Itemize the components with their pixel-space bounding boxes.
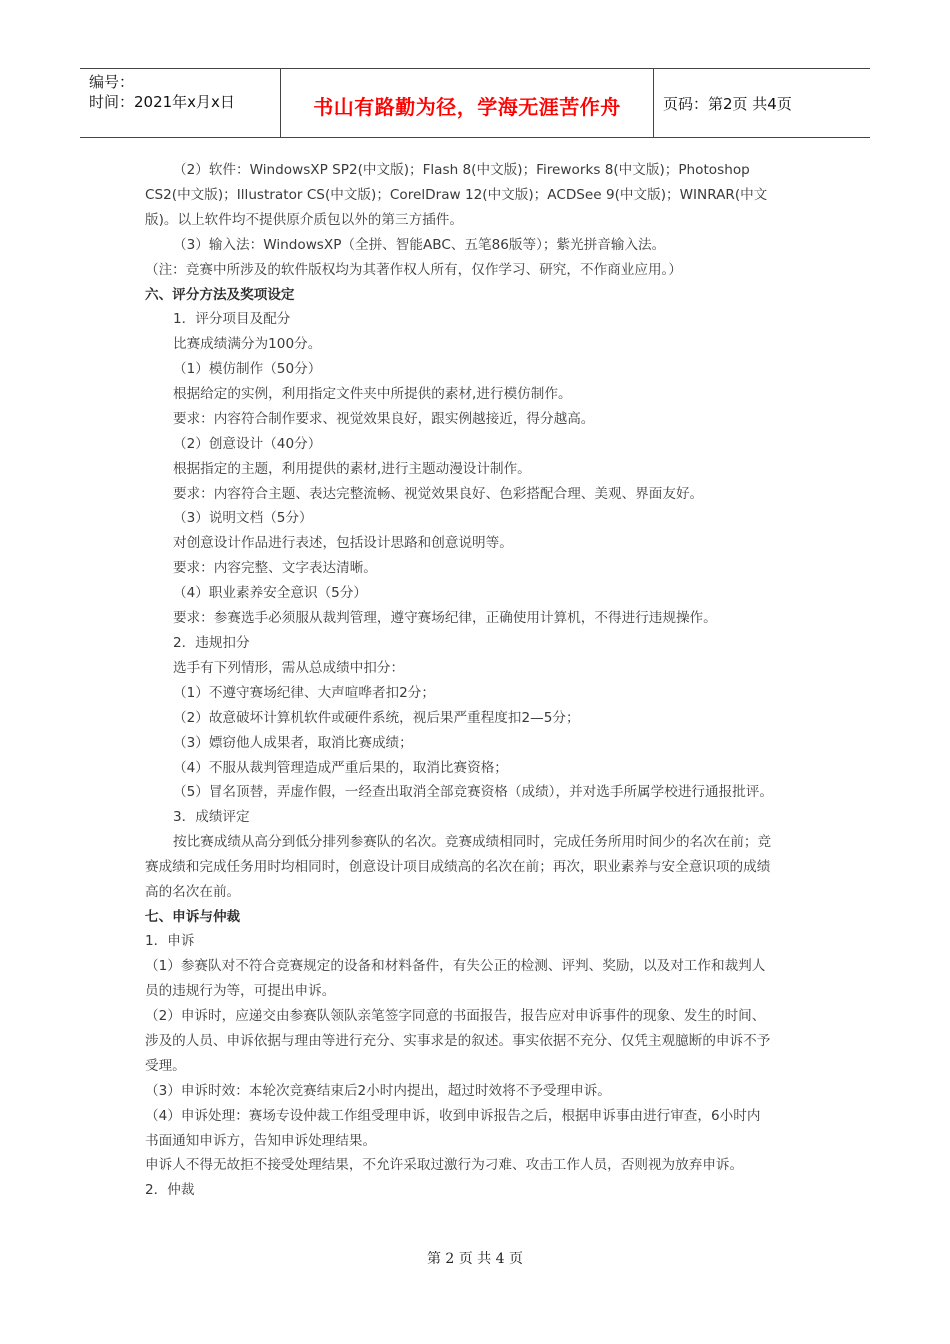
header-meta-cell	[80, 69, 280, 137]
text-line: 对创意设计作品进行表述，包括设计思路和创意说明等。	[173, 535, 513, 551]
text-line: 受理。	[145, 1058, 186, 1074]
text-line: 员的违规行为等，可提出申诉。	[145, 983, 336, 999]
text-line: 申诉人不得无故拒不接受处理结果，不允许采取过激行为刁难、攻击工作人员，否则视为放弃申诉。	[145, 1157, 744, 1173]
subsection-heading: 2．仲裁	[145, 1182, 195, 1198]
text-line: 按比赛成绩从高分到低分排列参赛队的名次。竞赛成绩相同时，完成任务所用时间少的名次在前；竞	[173, 834, 772, 850]
text-line: （1）参赛队对不符合竞赛规定的设备和材料备件，有失公正的检测、评判、奖励，以及对工作和裁判人	[145, 958, 766, 974]
subsection-heading: 1．申诉	[145, 933, 195, 949]
document-number-label: 编号：	[89, 73, 135, 91]
text-line: 选手有下列情形，需从总成绩中扣分：	[173, 660, 405, 676]
text-line: 根据给定的实例，利用指定文件夹中所提供的素材,进行模仿制作。	[173, 386, 572, 402]
section-heading: 七、申诉与仲裁	[145, 909, 241, 925]
subsection-heading: 1．评分项目及配分	[173, 311, 291, 327]
text-line: （2）创意设计（40分）	[173, 436, 322, 452]
header-page-info: 页码：第2页 共4页	[663, 95, 792, 113]
text-line: 版)。以上软件均不提供原介质包以外的第三方插件。	[145, 212, 463, 228]
text-line: （3）说明文档（5分）	[173, 510, 313, 526]
text-line: （2）软件：WindowsXP SP2(中文版)；Flash 8(中文版)；Fireworks 8(中文版)；Photoshop	[173, 162, 750, 178]
header-motto: 书山有路勤为径，学海无涯苦作舟	[313, 95, 621, 119]
text-line: 赛成绩和完成任务用时均相同时，创意设计项目成绩高的名次在前；再次，职业素养与安全意识项的成绩	[145, 859, 771, 875]
text-line: 高的名次在前。	[145, 884, 241, 900]
text-line: （4）职业素养安全意识（5分）	[173, 585, 368, 601]
text-line: （3）申诉时效：本轮次竞赛结束后2小时内提出，超过时效将不予受理申诉。	[145, 1083, 611, 1099]
text-line: CS2(中文版)；Illustrator CS(中文版)；CorelDraw 12(中文版)；ACDSee 9(中文版)；WINRAR(中文	[145, 187, 768, 203]
text-line-note: （注：竞赛中所涉及的软件版权均为其著作权人所有，仅作学习、研究，不作商业应用。）	[145, 262, 682, 278]
document-date-label: 时间：2021年x月x日	[89, 93, 235, 111]
text-line: 要求：内容完整、文字表达清晰。	[173, 560, 377, 576]
text-line: （2）申诉时，应递交由参赛队领队亲笔签字同意的书面报告，报告应对申诉事件的现象、发生的时间、	[145, 1008, 766, 1024]
text-line: （4）申诉处理：赛场专设仲裁工作组受理申诉，收到申诉报告之后，根据申诉事由进行审查，6小时内	[145, 1108, 761, 1124]
text-line: （2）故意破坏计算机软件或硬件系统，视后果严重程度扣2—5分；	[173, 710, 580, 726]
header-motto-cell	[280, 69, 654, 137]
text-line: （4）不服从裁判管理造成严重后果的，取消比赛资格；	[173, 760, 508, 776]
page-header	[80, 68, 870, 138]
subsection-heading: 2．违规扣分	[173, 635, 250, 651]
section-heading: 六、评分方法及奖项设定	[145, 287, 295, 303]
text-line: （1）模仿制作（50分）	[173, 361, 322, 377]
text-line: 要求：内容符合主题、表达完整流畅、视觉效果良好、色彩搭配合理、美观、界面友好。	[173, 486, 704, 502]
text-line: （1）不遵守赛场纪律、大声喧哗者扣2分；	[173, 685, 435, 701]
text-line: 要求：参赛选手必须服从裁判管理，遵守赛场纪律，正确使用计算机，不得进行违规操作。	[173, 610, 717, 626]
page-footer: 第 2 页 共 4 页	[426, 1251, 524, 1267]
text-line: 比赛成绩满分为100分。	[173, 336, 322, 352]
text-line: （3）嫖窃他人成果者，取消比赛成绩；	[173, 735, 413, 751]
text-line: 要求：内容符合制作要求、视觉效果良好，跟实例越接近，得分越高。	[173, 411, 595, 427]
text-line: 书面通知申诉方，告知申诉处理结果。	[145, 1133, 377, 1149]
header-page-cell	[653, 69, 870, 137]
text-line: 根据指定的主题，利用提供的素材,进行主题动漫设计制作。	[173, 461, 531, 477]
text-line: 涉及的人员、申诉依据与理由等进行充分、实事求是的叙述。事实依据不充分、仅凭主观臆断的申诉不予	[145, 1033, 771, 1049]
subsection-heading: 3．成绩评定	[173, 809, 250, 825]
text-line: （3）输入法：WindowsXP（全拼、智能ABC、五笔86版等）；紫光拼音输入法。	[173, 237, 666, 253]
text-line: （5）冒名顶替，弄虚作假，一经查出取消全部竞赛资格（成绩），并对选手所属学校进行通报批评。	[173, 784, 773, 800]
